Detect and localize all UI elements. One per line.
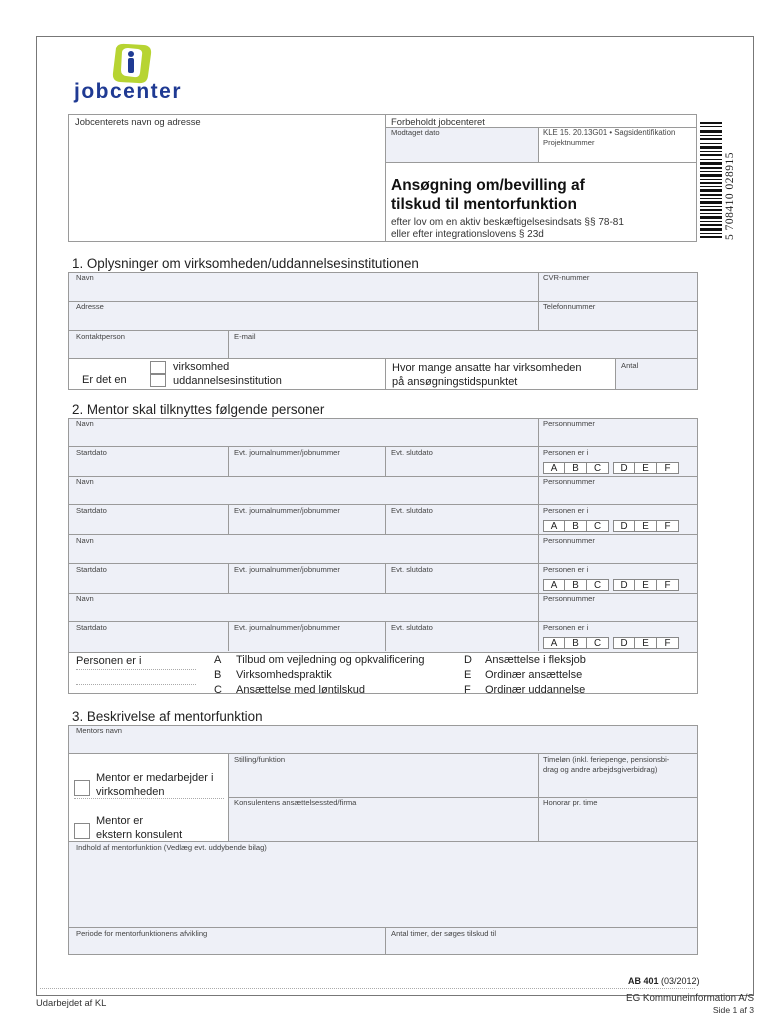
person-cpr-label: Personnummer xyxy=(543,477,595,486)
person-name-label: Navn xyxy=(76,419,94,428)
end-date-label: Evt. slutdato xyxy=(391,448,433,457)
status-letter-f[interactable]: F xyxy=(657,520,679,532)
legend-text: Tilbud om vejledning og opkvalificering xyxy=(236,654,425,666)
status-letter-b[interactable]: B xyxy=(565,637,587,649)
legend-text: Ansættelse i fleksjob xyxy=(485,654,586,666)
address-label: Adresse xyxy=(76,302,104,311)
status-letter-e[interactable]: E xyxy=(635,579,657,591)
end-date-label: Evt. slutdato xyxy=(391,506,433,515)
person-status-label: Personen er i xyxy=(543,506,589,515)
reserved-label: Forbeholdt jobcenteret xyxy=(391,116,485,127)
period-label: Periode for mentorfunktionens afvikling xyxy=(76,929,208,938)
jobcenter-address-label: Jobcenterets navn og adresse xyxy=(75,116,201,127)
mentor-employee-line2: virksomheden xyxy=(96,786,165,798)
journal-number-label: Evt. journalnummer/jobnummer xyxy=(234,565,340,574)
form-code-date: (03/2012) xyxy=(661,976,700,986)
email-field[interactable] xyxy=(229,331,697,358)
legend-letter: D xyxy=(464,654,472,666)
email-label: E-mail xyxy=(234,332,256,341)
person-name-field[interactable] xyxy=(69,594,538,621)
legend-text: Ordinær uddannelse xyxy=(485,684,586,696)
person-cpr-label: Personnummer xyxy=(543,594,595,603)
divider xyxy=(538,418,539,476)
employees-count-label: Antal xyxy=(621,361,639,370)
address-field[interactable] xyxy=(69,302,538,330)
person-name-label: Navn xyxy=(76,477,94,486)
status-letter-a[interactable]: A xyxy=(543,520,565,532)
company-name-label: Navn xyxy=(76,273,94,282)
mentor-employee-line1: Mentor er medarbejder i xyxy=(96,772,214,784)
legend-text: Ordinær ansættelse xyxy=(485,669,583,681)
legend-letter: C xyxy=(214,684,222,696)
legend-letter: E xyxy=(464,669,472,681)
mentor-external-line2: ekstern konsulent xyxy=(96,829,183,841)
person-status-label: Personen er i xyxy=(543,565,589,574)
legend-text: Virksomhedspraktik xyxy=(236,669,332,681)
mentor-content-field[interactable] xyxy=(69,842,697,927)
journal-number-label: Evt. journalnummer/jobnummer xyxy=(234,448,340,457)
kle-label: KLE 15. 20.13G01 • Sagsidentifikation xyxy=(543,128,676,137)
form-title-line1: Ansøgning om/bevilling af xyxy=(391,177,585,194)
status-letter-e[interactable]: E xyxy=(635,462,657,474)
form-title-line2: tilskud til mentorfunktion xyxy=(391,196,577,213)
status-letter-b[interactable]: B xyxy=(565,520,587,532)
status-letter-e[interactable]: E xyxy=(635,520,657,532)
mentor-name-field[interactable] xyxy=(69,726,697,753)
start-date-label: Startdato xyxy=(76,448,107,457)
footer-rule xyxy=(40,988,695,989)
person-name-field[interactable] xyxy=(69,536,538,563)
option-uddannelse-label: uddannelsesinstitution xyxy=(173,375,282,387)
logo-wordmark: jobcenter xyxy=(74,80,183,103)
status-letter-f[interactable]: F xyxy=(657,637,679,649)
cvr-label: CVR-nummer xyxy=(543,273,590,282)
section2-heading: 2. Mentor skal tilknyttes følgende personer xyxy=(72,402,325,417)
section3-heading: 3. Beskrivelse af mentorfunktion xyxy=(72,709,263,724)
status-letter-a[interactable]: A xyxy=(543,579,565,591)
legend-letter: B xyxy=(214,669,222,681)
dotted-line xyxy=(74,798,224,799)
start-date-label: Startdato xyxy=(76,506,107,515)
divider xyxy=(538,476,539,534)
status-letter-group xyxy=(543,462,679,474)
start-date-label: Startdato xyxy=(76,623,107,632)
legend-letter: A xyxy=(214,654,222,666)
made-by: Udarbejdet af KL xyxy=(36,997,107,1008)
form-subtitle-line2: eller efter integrationslovens § 23d xyxy=(391,229,544,240)
barcode-bars-icon xyxy=(700,120,722,240)
consultant-firm-label: Konsulentens ansættelsessted/firma xyxy=(234,798,357,807)
received-date-label: Modtaget dato xyxy=(391,128,440,137)
journal-number-label: Evt. journalnummer/jobnummer xyxy=(234,623,340,632)
hourly-fee-label: Honorar pr. time xyxy=(543,798,598,807)
divider xyxy=(538,593,539,651)
status-letter-a[interactable]: A xyxy=(543,637,565,649)
status-letter-d[interactable]: D xyxy=(613,462,635,474)
checkbox-mentor-external[interactable] xyxy=(74,823,90,839)
person-status-label: Personen er i xyxy=(543,448,589,457)
position-label: Stilling/funktion xyxy=(234,755,286,764)
divider xyxy=(538,535,539,593)
divider xyxy=(68,534,698,535)
divider xyxy=(538,127,539,162)
person-name-field[interactable] xyxy=(69,477,538,504)
status-letter-group xyxy=(543,520,679,532)
divider xyxy=(385,162,697,163)
status-letter-d[interactable]: D xyxy=(613,579,635,591)
hours-label: Antal timer, der søges tilskud til xyxy=(391,929,497,938)
end-date-label: Evt. slutdato xyxy=(391,623,433,632)
status-letter-c[interactable]: C xyxy=(587,637,609,649)
contact-person-label: Kontaktperson xyxy=(76,332,125,341)
status-letter-f[interactable]: F xyxy=(657,579,679,591)
status-letter-d[interactable]: D xyxy=(613,520,635,532)
project-number-label: Projektnummer xyxy=(543,138,595,147)
publisher: EG Kommuneinformation A/S xyxy=(626,993,754,1004)
checkbox-mentor-employee[interactable] xyxy=(74,780,90,796)
checkbox-uddannelsesinstitution[interactable] xyxy=(150,374,166,387)
dotted-line xyxy=(76,684,196,685)
status-letter-b[interactable]: B xyxy=(565,462,587,474)
mentor-content-label: Indhold af mentorfunktion (Vedlæg evt. uddybende bilag) xyxy=(76,843,267,852)
barcode-number: 5 708410 028915 xyxy=(724,152,736,240)
journal-number-label: Evt. journalnummer/jobnummer xyxy=(234,506,340,515)
status-letter-f[interactable]: F xyxy=(657,462,679,474)
person-cpr-label: Personnummer xyxy=(543,536,595,545)
section1-heading: 1. Oplysninger om virksomheden/uddannelsesinstitutionen xyxy=(72,256,419,271)
page-number: Side 1 af 3 xyxy=(712,1005,754,1015)
end-date-label: Evt. slutdato xyxy=(391,565,433,574)
jobcenter-address-box[interactable] xyxy=(68,114,386,242)
dotted-line xyxy=(76,669,196,670)
form-code xyxy=(628,976,700,986)
person-name-field[interactable] xyxy=(69,419,538,446)
legend-title: Personen er i xyxy=(76,655,142,667)
person-name-label: Navn xyxy=(76,594,94,603)
company-name-field[interactable] xyxy=(69,273,538,301)
status-letter-c[interactable]: C xyxy=(587,520,609,532)
checkbox-virksomhed[interactable] xyxy=(150,361,166,374)
legend-text: Ansættelse med løntilskud xyxy=(236,684,365,696)
status-letter-c[interactable]: C xyxy=(587,579,609,591)
status-letter-group xyxy=(543,637,679,649)
form-code-number: AB 401 xyxy=(628,976,659,986)
legend-letter: F xyxy=(464,684,471,696)
status-letter-e[interactable]: E xyxy=(635,637,657,649)
mentor-name-label: Mentors navn xyxy=(76,726,123,735)
status-letter-a[interactable]: A xyxy=(543,462,565,474)
mentor-external-line1: Mentor er xyxy=(96,815,144,827)
hourly-wage-label-line1: Timeløn (inkl. feriepenge, pensionsbi- xyxy=(543,755,670,764)
employees-question-line1: Hvor mange ansatte har virksomheden xyxy=(392,362,582,374)
status-letter-d[interactable]: D xyxy=(613,637,635,649)
status-letter-b[interactable]: B xyxy=(565,579,587,591)
form-subtitle-line1: efter lov om en aktiv beskæftigelsesindsats §§ 78-81 xyxy=(391,217,624,228)
hourly-wage-label-line2: drag og andre arbejdsgiverbidrag) xyxy=(543,765,658,774)
status-letter-c[interactable]: C xyxy=(587,462,609,474)
option-virksomhed-label: virksomhed xyxy=(173,361,230,373)
employees-question-line2: på ansøgningstidspunktet xyxy=(392,376,518,388)
person-cpr-label: Personnummer xyxy=(543,419,595,428)
start-date-label: Startdato xyxy=(76,565,107,574)
status-letter-group xyxy=(543,579,679,591)
person-name-label: Navn xyxy=(76,536,94,545)
person-status-label: Personen er i xyxy=(543,623,589,632)
phone-label: Telefonnummer xyxy=(543,302,596,311)
org-type-question: Er det en xyxy=(82,374,127,386)
